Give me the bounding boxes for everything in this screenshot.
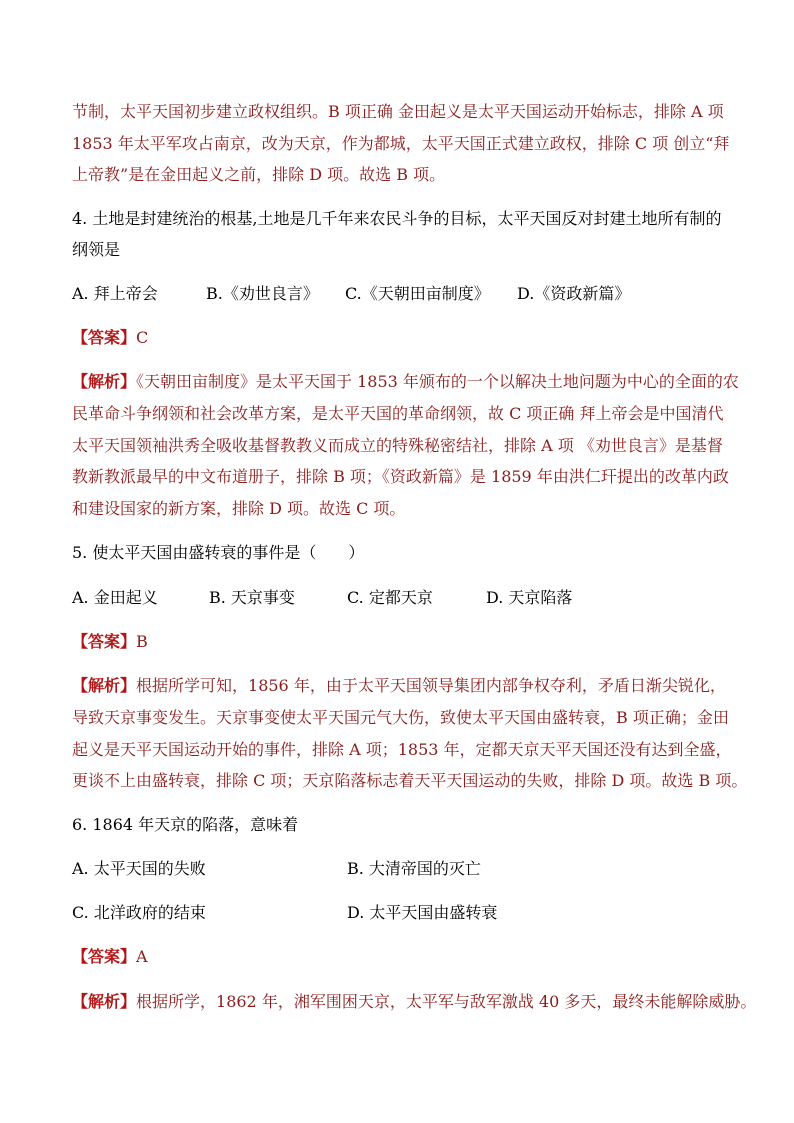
- analysis-label: 【解析】: [72, 992, 137, 1011]
- q5-option-d: D. 天京陷落: [486, 588, 573, 607]
- analysis-label: 【解析】: [72, 676, 137, 695]
- q5-option-a: A. 金田起义: [72, 588, 158, 607]
- q5-analysis-line-3: 起义是天平天国运动开始的事件，排除 A 项；1853 年，定都天京天平天国还没有达到全盛，: [72, 740, 732, 759]
- q6-stem: 6. 1864 年天京的陷落，意味着: [72, 815, 299, 834]
- analysis-label: 【解析】: [72, 372, 137, 391]
- q4-option-c: C.《天朝田亩制度》: [345, 284, 490, 303]
- q6-analysis-line-1: [72, 992, 756, 1012]
- q4-option-b: B.《劝世良言》: [206, 284, 319, 303]
- q6-option-d: D. 太平天国由盛转衰: [347, 903, 498, 922]
- intro-line-3: 上帝教”是在金田起义之前，排除 D 项。故选 B 项。: [72, 165, 446, 184]
- q6-option-c: C. 北洋政府的结束: [72, 903, 206, 922]
- q5-analysis-line-4: 更谈不上由盛转衰，排除 C 项；天京陷落标志着天平天国运动的失败，排除 D 项。故选 B 项。: [72, 771, 748, 790]
- q5-stem: 5. 使太平天国由盛转衰的事件是（ ）: [72, 543, 365, 562]
- q5-option-b: B. 天京事变: [209, 588, 295, 607]
- answer-value: A: [136, 947, 148, 966]
- q5-answer: [72, 632, 148, 652]
- answer-label: 【答案】: [72, 328, 137, 347]
- intro-line-1: 节制，太平天国初步建立政权组织。B 项正确 金田起义是太平天国运动开始标志，排除 A 项: [72, 102, 724, 121]
- q4-stem-line-2: 纲领是: [72, 240, 121, 259]
- q6-answer: [72, 947, 148, 967]
- analysis-text: 根据所学，1862 年，湘军围困天京，太平军与敌军激战 40 多天，最终未能解除威胁。: [136, 992, 757, 1011]
- q4-stem-line-1: 4. 土地是封建统治的根基,土地是几千年来农民斗争的目标，太平天国反对封建土地所有制的: [72, 209, 722, 228]
- answer-value: B: [136, 632, 148, 651]
- answer-value: C: [136, 328, 149, 347]
- q6-option-b: B. 大清帝国的灭亡: [347, 859, 481, 878]
- q4-option-a: A. 拜上帝会: [72, 284, 158, 303]
- q4-analysis-line-5: 和建设国家的新方案，排除 D 项。故选 C 项。: [72, 499, 406, 518]
- q5-option-c: C. 定都天京: [347, 588, 433, 607]
- q4-analysis-line-3: 太平天国领袖洪秀全吸收基督教教义而成立的特殊秘密结社，排除 A 项 《劝世良言》是基督: [72, 436, 723, 455]
- q4-analysis-line-2: 民革命斗争纲领和社会改革方案，是太平天国的革命纲领，故 C 项正确 拜上帝会是中国清代: [72, 404, 724, 423]
- answer-label: 【答案】: [72, 947, 137, 966]
- q4-answer: [72, 328, 148, 348]
- q5-analysis-line-2: 导致天京事变发生。天京事变使太平天国元气大伤，致使太平天国由盛转衰，B 项正确；金田: [72, 708, 729, 727]
- q6-option-a: A. 太平天国的失败: [72, 859, 206, 878]
- analysis-text: 《天朝田亩制度》是太平天国于 1853 年颁布的一个以解决土地问题为中心的全面的农: [136, 372, 739, 391]
- q4-analysis-line-4: 教新教派最早的中文布道册子，排除 B 项；《资政新篇》是 1859 年由洪仁玕提出的改革内政: [72, 467, 729, 486]
- analysis-text: 根据所学可知，1856 年，由于太平天国领导集团内部争权夺利，矛盾日渐尖锐化，: [136, 676, 726, 695]
- q5-analysis-line-1: [72, 676, 726, 696]
- q4-option-d: D.《资政新篇》: [517, 284, 631, 303]
- intro-line-2: 1853 年太平军攻占南京，改为天京，作为都城，太平天国正式建立政权，排除 C 项 创立“拜: [72, 134, 730, 153]
- q4-analysis-line-1: [72, 372, 739, 392]
- answer-label: 【答案】: [72, 632, 137, 651]
